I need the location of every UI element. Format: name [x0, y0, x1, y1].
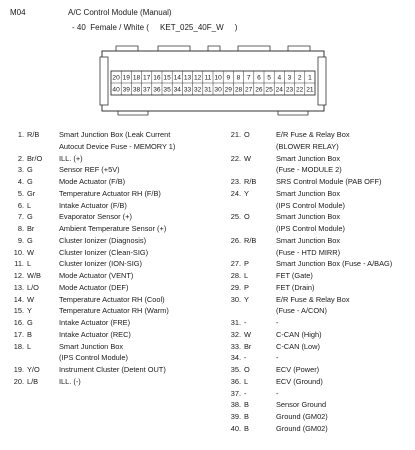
- bottom-tab: [278, 111, 308, 115]
- pin-entry: [229, 129, 414, 141]
- pin-number: 10.: [13, 247, 24, 257]
- pin-number: 25: [265, 86, 273, 94]
- pin-number: [229, 141, 241, 153]
- pin-number: 1.: [17, 130, 24, 139]
- pin-number: 16.: [13, 318, 24, 327]
- pin-description: FET (Drain): [276, 282, 315, 292]
- pin-entry: [12, 223, 217, 235]
- pin-number: 38.: [230, 400, 241, 410]
- pin-description: SRS Control Module (PAB OFF): [276, 177, 382, 186]
- pin-number: 36.: [230, 376, 241, 386]
- wire-color: [27, 352, 59, 364]
- pin-number: 33.: [230, 341, 241, 351]
- pin-entry: [12, 153, 217, 165]
- wire-color: W/B: [27, 271, 41, 280]
- wire-color: Y/O: [27, 365, 40, 374]
- pin-number: 27: [245, 86, 253, 94]
- wire-color: Gr: [27, 188, 36, 198]
- pin-description: Intake Actuator (REC): [59, 329, 131, 339]
- wire-color: -: [244, 353, 247, 363]
- pin-description: Smart Junction Box: [59, 341, 124, 351]
- pin-description: Evaporator Sensor (+): [59, 212, 132, 222]
- pin-description: -: [276, 318, 279, 327]
- pin-description: Smart Junction Box (Fuse - A/BAG): [276, 259, 393, 269]
- pin-number: 23.: [230, 177, 241, 186]
- pin-entry: [12, 176, 217, 188]
- pin-number: 40: [112, 86, 120, 94]
- pin-number: 37: [143, 86, 151, 94]
- wire-color: B: [244, 400, 249, 410]
- pin-entry: [229, 270, 414, 282]
- pin-description: Cluster Ionizer (ION-SIG): [59, 259, 142, 269]
- pin-description: Smart Junction Box (Leak Current: [59, 130, 171, 139]
- connector-spec: - 40 Female / White ( KET_025_40F_W ): [72, 23, 238, 32]
- pin-entry: [229, 200, 414, 212]
- pin-entry: [229, 329, 414, 341]
- wire-color: R/B: [244, 177, 257, 186]
- pin-number: 35: [163, 86, 171, 94]
- pin-entry: [12, 211, 217, 223]
- pin-number: 23: [285, 86, 294, 94]
- pin-number: 29: [224, 86, 232, 94]
- wire-color: [244, 141, 276, 153]
- pin-entry: [229, 305, 414, 317]
- wire-color: [244, 247, 276, 259]
- wire-color: W: [27, 247, 34, 257]
- pin-number: 31.: [230, 318, 241, 327]
- pin-number: 12: [194, 74, 202, 82]
- pin-number: [12, 352, 24, 364]
- pin-entry: [12, 352, 217, 364]
- pin-entry: [229, 188, 414, 200]
- wire-color: W: [27, 294, 34, 304]
- wire-color: G: [27, 235, 33, 245]
- pin-number: 12.: [13, 271, 24, 280]
- pin-number: 24: [275, 86, 283, 94]
- pin-number: 20.: [13, 376, 24, 386]
- pin-description: Temperature Actuator RH (Cool): [59, 294, 165, 304]
- key-tab: [288, 46, 310, 51]
- pin-number: 4: [277, 74, 282, 82]
- pin-number: [229, 200, 241, 212]
- pin-description: FET (Gate): [276, 271, 313, 280]
- pin-description: Intake Actuator (FRE): [59, 318, 131, 327]
- pin-number: 36: [153, 86, 161, 94]
- pin-entry: [12, 329, 217, 341]
- pin-number: 8.: [17, 224, 24, 233]
- pin-number: 1: [308, 74, 312, 82]
- pin-number: 4.: [17, 177, 24, 186]
- pin-number: 26: [255, 86, 263, 94]
- wire-color: Y: [244, 188, 249, 198]
- pin-number: 22.: [230, 153, 241, 163]
- pin-entry: [12, 141, 217, 153]
- pin-number: 3: [287, 74, 292, 82]
- wire-color: Y: [244, 294, 249, 304]
- pin-entry: [12, 247, 217, 259]
- wire-color: O: [244, 365, 250, 374]
- pin-description: (Fuse - A/CON): [276, 306, 327, 316]
- pin-entry: [229, 211, 414, 223]
- pin-number: 21: [306, 86, 314, 94]
- pin-number: 24.: [230, 188, 241, 198]
- wire-color: L: [244, 376, 249, 386]
- pin-entry: [12, 188, 217, 200]
- wire-color: [244, 164, 276, 176]
- wire-color: [27, 141, 59, 153]
- pin-list-right: [229, 129, 414, 435]
- pin-number: 11: [204, 74, 212, 82]
- pin-number: 18.: [13, 341, 24, 351]
- pin-description: Smart Junction Box: [276, 212, 341, 222]
- pin-number: 6.: [17, 200, 24, 210]
- pin-description: Autocut Device Fuse - MEMORY 1): [59, 141, 176, 151]
- wire-color: [244, 305, 276, 317]
- pin-number: 2.: [17, 153, 24, 163]
- wire-color: O: [244, 212, 250, 222]
- pin-description: (BLOWER RELAY): [276, 141, 339, 151]
- pin-entry: [229, 376, 414, 388]
- pin-number: 16: [153, 74, 161, 82]
- pin-number: 6: [257, 74, 261, 82]
- pin-description: E/R Fuse & Relay Box: [276, 294, 350, 304]
- pin-number: 26.: [230, 235, 241, 245]
- pin-description: Ambient Temperature Sensor (+): [59, 224, 167, 233]
- pin-description: (IPS Control Module): [276, 200, 346, 210]
- pin-entry: [12, 129, 217, 141]
- pin-number: 35.: [230, 365, 241, 374]
- pin-entry: [229, 258, 414, 270]
- pin-entry: [12, 317, 217, 329]
- pin-description: Smart Junction Box: [276, 235, 341, 245]
- pin-description: Temperature Actuator RH (Warm): [59, 306, 169, 316]
- pin-description: Instrument Cluster (Detent OUT): [59, 365, 166, 374]
- pin-description: Cluster Ionizer (Diagnosis): [59, 235, 147, 245]
- pin-number: [229, 305, 241, 317]
- connector-code: M04: [10, 8, 26, 17]
- pin-number: [12, 141, 24, 153]
- pin-description: Intake Actuator (F/B): [59, 200, 127, 210]
- wire-color: -: [244, 388, 247, 398]
- pin-number: 29.: [230, 282, 241, 292]
- pin-entry: [12, 341, 217, 353]
- pin-number: 39.: [230, 412, 241, 421]
- wire-color: Y: [27, 306, 32, 316]
- pin-number: 32.: [230, 329, 241, 339]
- pin-entry: [229, 223, 414, 235]
- wire-color: B: [244, 423, 249, 433]
- pin-number: 13: [183, 74, 192, 82]
- pin-number: [229, 247, 241, 259]
- key-tab: [116, 46, 138, 51]
- pin-number: 19: [122, 74, 130, 82]
- pin-description: E/R Fuse & Relay Box: [276, 130, 350, 139]
- pin-entry: [229, 341, 414, 353]
- pin-entry: [229, 153, 414, 165]
- pin-number: 28: [234, 86, 243, 94]
- key-tab: [158, 46, 190, 51]
- pin-number: 39: [122, 86, 130, 94]
- pin-entry: [12, 200, 217, 212]
- wire-color: L: [27, 259, 32, 269]
- pin-description: C-CAN (High): [276, 329, 322, 339]
- wire-color: R/B: [27, 130, 40, 139]
- pin-entry: [229, 364, 414, 376]
- pin-number: 13.: [13, 282, 24, 292]
- pin-entry: [12, 282, 217, 294]
- pin-entry: [229, 352, 414, 364]
- pin-number: 11.: [14, 259, 24, 269]
- wire-color: Br: [244, 341, 252, 351]
- wire-color: Br/O: [27, 153, 43, 163]
- pin-description: Temperature Actuator RH (F/B): [59, 188, 161, 198]
- wire-color: Br: [27, 224, 35, 233]
- pin-entry: [229, 235, 414, 247]
- pin-number: 19.: [13, 365, 24, 374]
- pin-number: 30: [214, 86, 222, 94]
- pin-entry: [12, 376, 217, 388]
- pin-entry: [12, 164, 217, 176]
- bottom-tab: [118, 111, 148, 115]
- key-tab: [208, 46, 220, 51]
- pin-number: 15: [163, 74, 171, 82]
- connector-diagram: [98, 45, 328, 117]
- pin-description: Smart Junction Box: [276, 153, 341, 163]
- wire-color: -: [244, 318, 247, 327]
- pin-entry: [12, 364, 217, 376]
- pin-number: 17: [143, 74, 151, 82]
- wire-color: L: [27, 341, 32, 351]
- pin-number: 20: [112, 74, 120, 82]
- wire-color: W: [244, 329, 251, 339]
- pin-description: (Fuse - MODULE 2): [276, 165, 342, 175]
- pin-description: ECV (Power): [276, 365, 320, 374]
- pin-description: Smart Junction Box: [276, 188, 341, 198]
- pin-number: 9.: [17, 235, 24, 245]
- wire-color: R/B: [244, 235, 257, 245]
- pin-number: 7: [246, 74, 251, 82]
- pin-number: 15.: [13, 306, 24, 316]
- pin-entry: [229, 294, 414, 306]
- pin-description: ILL. (-): [59, 376, 81, 386]
- pin-description: -: [276, 353, 279, 363]
- wire-color: L/O: [27, 282, 39, 292]
- pin-description: (IPS Control Module): [276, 224, 346, 233]
- wire-color: L/B: [27, 376, 39, 386]
- pin-number: 14.: [13, 294, 24, 304]
- pin-number: 30.: [230, 294, 241, 304]
- pin-entry: [229, 247, 414, 259]
- pin-description: Sensor REF (+5V): [59, 165, 120, 175]
- pin-description: Sensor Ground: [276, 400, 327, 410]
- pin-number: 32: [194, 86, 202, 94]
- pin-number: 7.: [17, 212, 24, 222]
- wire-color: L: [27, 200, 32, 210]
- pin-number: 40.: [230, 423, 241, 433]
- pin-entry: [229, 411, 414, 423]
- pin-entry: [229, 176, 414, 188]
- pin-description: Cluster Ionizer (Clean-SIG): [59, 247, 149, 257]
- pin-number: 34: [173, 86, 181, 94]
- wire-color: [244, 200, 276, 212]
- pin-number: 38: [132, 86, 141, 94]
- wire-color: G: [27, 165, 33, 175]
- wire-color: L: [244, 271, 249, 280]
- pin-number: 33: [183, 86, 192, 94]
- wire-color: B: [27, 329, 32, 339]
- pin-entry: [229, 164, 414, 176]
- pin-number: 10: [214, 74, 222, 82]
- pin-description: Ground (GM02): [276, 423, 328, 433]
- pin-number: 31: [204, 86, 212, 94]
- pin-number: 28.: [230, 271, 241, 280]
- pin-list-left: [12, 129, 217, 388]
- pin-number: 9: [226, 74, 231, 82]
- pin-entry: [12, 294, 217, 306]
- wire-color: B: [244, 412, 249, 421]
- component-title: A/C Control Module (Manual): [68, 8, 172, 17]
- pin-entry: [12, 270, 217, 282]
- pin-number: 22: [296, 86, 304, 94]
- pin-entry: [229, 317, 414, 329]
- pin-number: 3.: [17, 165, 24, 175]
- pin-entry: [229, 141, 414, 153]
- pin-number: 18: [132, 74, 141, 82]
- wire-color: G: [27, 177, 33, 186]
- connector-left-latch: [100, 57, 108, 105]
- pin-description: Mode Actuator (VENT): [59, 271, 134, 280]
- pin-number: 14: [173, 74, 181, 82]
- wire-color: W: [244, 153, 251, 163]
- pin-description: Ground (GM02): [276, 412, 328, 421]
- wire-color: [244, 223, 276, 235]
- pin-entry: [229, 423, 414, 435]
- connector-right-latch: [318, 57, 326, 105]
- pin-description: Mode Actuator (DEF): [59, 282, 129, 292]
- pin-number: 34.: [230, 353, 241, 363]
- pin-description: ILL. (+): [59, 153, 83, 163]
- pin-number: 17.: [13, 329, 24, 339]
- pin-description: Mode Actuator (F/B): [59, 177, 126, 186]
- pin-number: 5: [267, 74, 271, 82]
- wire-color: P: [244, 259, 249, 269]
- pin-description: (Fuse - HTD MIRR): [276, 247, 341, 257]
- pin-number: [229, 223, 241, 235]
- wire-color: O: [244, 130, 250, 139]
- pin-number: 5.: [17, 188, 24, 198]
- pin-description: ECV (Ground): [276, 376, 323, 386]
- pin-number: 27.: [230, 259, 241, 269]
- pin-number: 21.: [230, 130, 241, 139]
- pin-description: C-CAN (Low): [276, 341, 320, 351]
- key-tab: [238, 46, 270, 51]
- pin-entry: [229, 282, 414, 294]
- pin-entry: [12, 235, 217, 247]
- pin-number: 25.: [230, 212, 241, 222]
- pin-entry: [12, 258, 217, 270]
- pin-number: [229, 164, 241, 176]
- pin-entry: [229, 388, 414, 400]
- wire-color: G: [27, 318, 33, 327]
- pin-entry: [229, 399, 414, 411]
- pin-number: 37.: [230, 388, 241, 398]
- wire-color: P: [244, 282, 249, 292]
- pin-description: -: [276, 388, 279, 398]
- wire-color: G: [27, 212, 33, 222]
- pin-number: 2: [297, 74, 302, 82]
- pin-number: 8: [236, 74, 241, 82]
- pin-description: (IPS Control Module): [59, 353, 129, 363]
- pin-entry: [12, 305, 217, 317]
